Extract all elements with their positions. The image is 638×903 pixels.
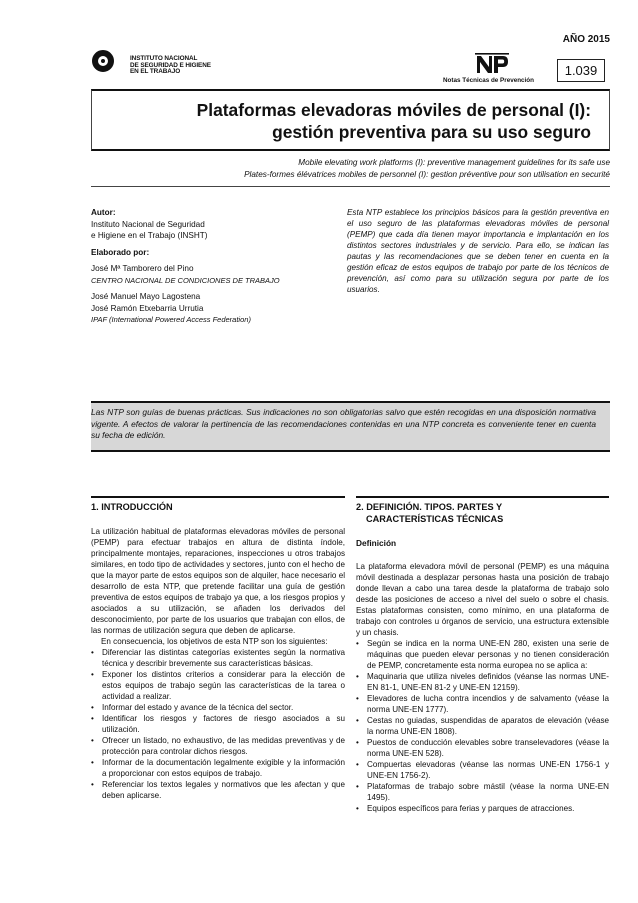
list-item: • Según se indica en la norma UNE-EN 280, existen una serie de máquinas que pueden elevar personas y no tienen consideración de PEMP, concretamente esta norma europea no se aplica a: bbox=[356, 638, 609, 671]
list-item: • Informar del estado y avance de la técnica del sector. bbox=[91, 702, 345, 713]
subsection-heading: Definición bbox=[356, 537, 397, 548]
paragraph: En consecuencia, los objetivos de esta NTP son los siguientes: bbox=[101, 636, 328, 646]
list-item: • Elevadores de lucha contra incendios y de salvamento (véase la norma UNE-EN 1777). bbox=[356, 693, 609, 715]
insht-logo-icon bbox=[92, 50, 114, 72]
ntp-number-badge: 1.039 bbox=[557, 59, 605, 82]
definition-list bbox=[356, 638, 609, 814]
list-item: • Informar de la documentación legalmente exigible y la información a proporcionar con estos equipos de trabajo. bbox=[91, 757, 345, 779]
list-item: • Compuertas elevadoras (véanse las normas UNE-EN 1756-1 y UNE-EN 1756-2). bbox=[356, 759, 609, 781]
page-title: Plataformas elevadoras móviles de personal (I): gestión preventiva para su uso seguro bbox=[196, 100, 591, 142]
prepared-by-label: Elaborado por: bbox=[91, 247, 150, 257]
list-item: • Cestas no guiadas, suspendidas de aparatos de elevación (véase la norma UNE-EN 1808). bbox=[356, 715, 609, 737]
author-name: Instituto Nacional de Seguridad e Higiene en el Trabajo (INSHT) bbox=[91, 219, 208, 240]
list-item: • Exponer los distintos criterios a considerar para la elección de estos equipos de trabajo según las características de la tarea o actividad a realizar. bbox=[91, 669, 345, 702]
list-item: • Ofrecer un listado, no exhaustivo, de las medidas preventivas y de protección para controlar dichos riesgos. bbox=[91, 735, 345, 757]
list-item: • Plataformas de trabajo sobre mástil (véase la norma UNE-EN 1495). bbox=[356, 781, 609, 803]
disclaimer-text: Las NTP son guías de buenas prácticas. Sus indicaciones no son obligatorias salvo que estén recogidas en una disposición normativa vigente. A efectos de valorar la pertinencia de las recomendaciones contenidas en una NTP concreta es conveniente tener en cuenta su fecha de edición. bbox=[91, 407, 596, 440]
disclaimer-box bbox=[91, 401, 610, 452]
section-definition bbox=[356, 496, 609, 814]
header-divider bbox=[91, 186, 610, 187]
author-label: Autor: bbox=[91, 208, 116, 217]
section-heading: 1. INTRODUCCIÓN bbox=[91, 496, 345, 514]
edition-year: AÑO 2015 bbox=[562, 34, 610, 45]
person-name: José Mª Tamborero del Pino bbox=[91, 264, 194, 273]
organization: IPAF (International Powered Access Federation) bbox=[91, 315, 251, 324]
list-item: • Diferenciar las distintas categorías existentes según la normativa técnica y describir brevemente sus características básicas. bbox=[91, 647, 345, 669]
list-item: • Referenciar los textos legales y normativos que les afectan y que deben aplicarse. bbox=[91, 779, 345, 801]
objectives-list bbox=[91, 647, 345, 801]
ntp-caption: Notas Técnicas de Prevención bbox=[443, 77, 534, 84]
paragraph: La plataforma elevadora móvil de personal (PEMP) es una máquina móvil destinada a desplazar personas hasta una posición de trabajo donde llevan a cabo una tarea desde la plataforma de trabajo solo desde las posiciones de acceso a nivel del suelo o sobre el chasis. Estas plataformas consisten, como mínimo, en una plataforma de trabajo con controles u órganos de servicio, una estructura extensible y un chasis. bbox=[356, 561, 609, 637]
list-item: • Maquinaria que utiliza niveles definidos (véanse las normas UNE-EN 81-1, UNE-EN 81-2 y UNE-EN 12159). bbox=[356, 671, 609, 693]
paragraph: La utilización habitual de plataformas elevadoras móviles de personal (PEMP) para efectuar trabajos en altura de distinta índole, principalmente montajes, reparaciones, inspecciones u otros trabajos similares, en todo tipo de actividades y sectores, junto con el hecho de que la mayor parte de estos equipos son de alquiler, hace necesario el desarrollo de esta NTP, que pretende facilitar una guía de gestión preventiva de estos equipos de trabajo ya que, a los riesgos propios y asociados a su utilización, se añaden los derivados del desconocimiento, por parte de los usuarios que trabajan con ellos, de las normas de utilización segura que deben de aplicarse. bbox=[91, 526, 345, 635]
credits bbox=[91, 207, 336, 331]
person-name: José Ramón Etxebarria Urrutia bbox=[91, 303, 204, 313]
insht-logo bbox=[92, 48, 252, 88]
subtitle-french: Plates-formes élévatrices mobiles de personnel (I): gestion préventive pour son utilisation en securité bbox=[244, 169, 610, 179]
institute-name: INSTITUTO NACIONAL DE SEGURIDAD E HIGIENE EN EL TRABAJO bbox=[130, 55, 211, 76]
organization: CENTRO NACIONAL DE CONDICIONES DE TRABAJO bbox=[91, 275, 280, 285]
section-introduction bbox=[91, 496, 345, 801]
subtitle-english: Mobile elevating work platforms (I): preventive management guidelines for its safe use bbox=[298, 158, 610, 167]
abstract: Esta NTP establece los principios básicos para la gestión preventiva en el uso seguro de las plataformas elevadoras móviles de personal (PEMP) que cada día tienen mayor importancia e implantación en los distintos sectores industriales y de servicio. Para ello, se indican las pautas y las recomendaciones que se deben tener en cuenta en la gestión eficaz de estos equipos de trabajo por parte de los técnicos de prevención, así como para su utilización segura por parte de los usuarios. bbox=[347, 208, 609, 294]
translated-subtitles bbox=[110, 157, 610, 180]
list-item: • Equipos específicos para ferias y parques de atracciones. bbox=[356, 803, 609, 814]
person-name: José Manuel Mayo Lagostena bbox=[91, 292, 201, 301]
section-heading: 2. DEFINICIÓN. TIPOS. PARTES Y CARACTERÍSTICAS TÉCNICAS bbox=[356, 496, 609, 526]
ntp-logo-icon bbox=[475, 53, 509, 75]
list-item: • Puestos de conducción elevables sobre transelevadores (véase la norma UNE-EN 528). bbox=[356, 737, 609, 759]
title-box bbox=[91, 89, 610, 151]
list-item: • Identificar los riesgos y factores de riesgo asociados a su utilización. bbox=[91, 713, 345, 735]
